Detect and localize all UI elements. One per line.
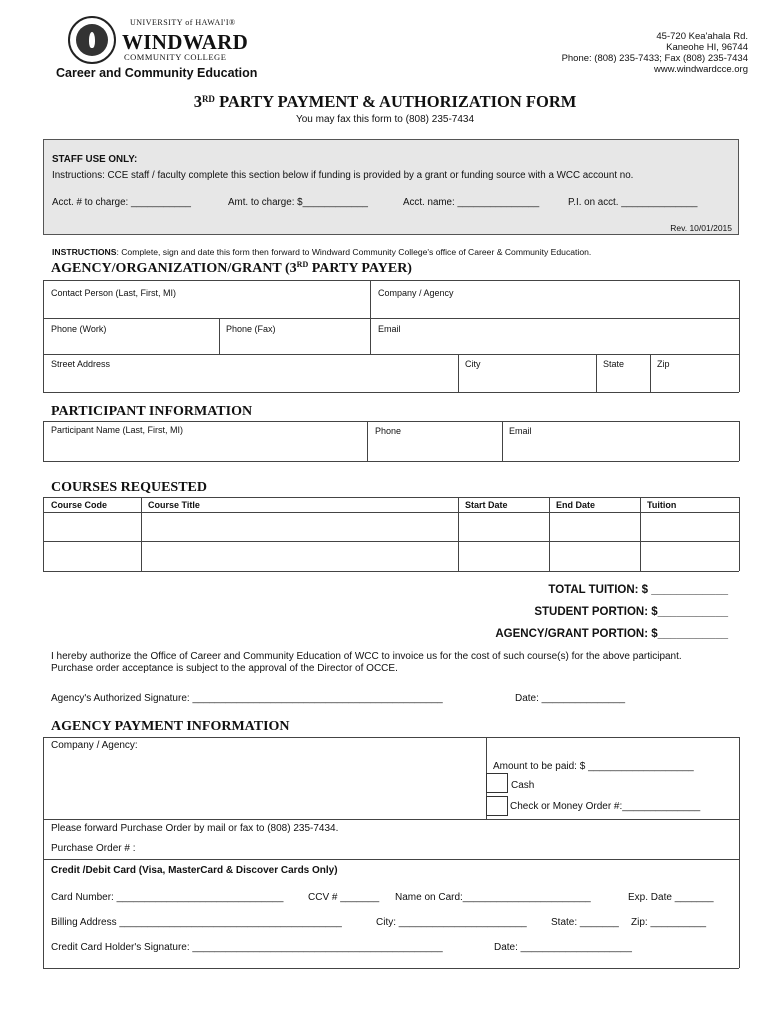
university-line: UNIVERSITY of HAWAI'I® [130,18,236,27]
card-heading: Credit /Debit Card (Visa, MasterCard & Discover Cards Only) [51,865,338,876]
courses-section-title: COURSES REQUESTED [51,480,207,495]
billing-state-field[interactable]: State: _______ [551,917,619,928]
agency-signature-field[interactable]: Agency's Authorized Signature: _____________________________________________ [51,693,443,704]
fax-note: You may fax this form to (808) 235-7434 [295,114,475,125]
amount-paid-field[interactable]: Amount to be paid: $ ___________________ [493,761,694,772]
staff-use-box [43,139,739,235]
agency-email-field[interactable]: Email [378,324,401,334]
card-holder-date-field[interactable]: Date: ____________________ [494,942,632,953]
participant-name-field[interactable]: Participant Name (Last, First, MI) [51,425,184,435]
instructions-body: : Complete, sign and date this form then forward to Windward Community College's office of Career & Community Education. [116,247,592,257]
col-end-date: End Date [556,500,596,510]
check-money-order-field[interactable]: Check or Money Order #:______________ [510,801,701,812]
agency-title-prefix: AGENCY/ORGANIZATION/GRANT (3 [51,261,297,276]
total-tuition-field[interactable]: TOTAL TUITION: $ ____________ [548,584,728,596]
department-name: Career and Community Education [56,66,258,80]
instructions-text [52,247,591,257]
title-prefix: 3 [193,92,202,111]
course-row[interactable] [44,513,738,541]
address-line: www.windwardcce.org [654,64,748,75]
authorization-text: I hereby authorize the Office of Career and Community Education of WCC to invoice us for the cost of such course(s) for the above participant. Purchase order acceptance is subject to the approval of the Director of OCCE. [51,651,682,674]
staff-instructions: Instructions: CCE staff / faculty complete this section below if funding is provided by a grant or funding source with a WCC account no. [52,170,634,181]
street-address-field[interactable]: Street Address [51,359,111,369]
college-subtitle: COMMUNITY COLLEGE [124,52,227,62]
revision-label: Rev. 10/01/2015 [670,223,732,233]
phone-work-field[interactable]: Phone (Work) [51,324,107,334]
billing-zip-field[interactable]: Zip: __________ [631,917,707,928]
payment-company-field[interactable]: Company / Agency: [51,740,138,751]
po-number-field[interactable]: Purchase Order # : [51,843,136,854]
exp-date-field[interactable]: Exp. Date _______ [628,892,714,903]
company-agency-field[interactable]: Company / Agency [378,288,454,298]
payment-section-title: AGENCY PAYMENT INFORMATION [51,719,290,734]
title-rest: PARTY PAYMENT & AUTHORIZATION FORM [214,92,577,111]
billing-address-field[interactable]: Billing Address ________________________________________ [51,917,342,928]
college-name: WINDWARD [122,30,249,54]
instructions-label: INSTRUCTIONS [52,247,117,257]
student-portion-field[interactable]: STUDENT PORTION: $___________ [534,606,728,618]
contact-person-field[interactable]: Contact Person (Last, First, MI) [51,288,177,298]
state-field[interactable]: State [603,359,625,369]
course-row[interactable] [44,542,738,571]
address-line: Kaneohe HI, 96744 [666,42,748,53]
participant-section-title: PARTICIPANT INFORMATION [51,404,253,419]
agency-title-sup: RD [296,260,309,269]
col-course-code: Course Code [51,500,108,510]
agency-title-suffix: PARTY PAYER) [308,261,412,276]
acct-number-field[interactable]: Acct. # to charge: ___________ [52,197,191,208]
col-course-title: Course Title [148,500,200,510]
phone-fax-field[interactable]: Phone (Fax) [226,324,276,334]
title-superscript: RD [201,94,215,104]
agency-portion-field[interactable]: AGENCY/GRANT PORTION: $___________ [495,628,728,640]
card-holder-signature-field[interactable]: Credit Card Holder's Signature: _____________________________________________ [51,942,443,953]
cash-checkbox[interactable] [486,773,508,793]
city-field[interactable]: City [465,359,481,369]
check-checkbox[interactable] [486,796,508,816]
college-seal-logo [68,16,116,64]
zip-field[interactable]: Zip [657,359,670,369]
billing-city-field[interactable]: City: _______________________ [376,917,527,928]
name-on-card-field[interactable]: Name on Card:_______________________ [395,892,591,903]
card-number-field[interactable]: Card Number: ______________________________ [51,892,284,903]
col-start-date: Start Date [465,500,508,510]
amount-field[interactable]: Amt. to charge: $____________ [228,197,368,208]
po-forward-text: Please forward Purchase Order by mail or fax to (808) 235-7434. [51,823,339,834]
address-line: 45-720 Kea'ahala Rd. [656,31,748,42]
cash-label: Cash [511,780,535,791]
address-line: Phone: (808) 235-7433; Fax (808) 235-7434 [561,53,748,64]
participant-phone-field[interactable]: Phone [375,426,402,436]
pi-field[interactable]: P.I. on acct. ______________ [568,197,698,208]
form-title [0,92,770,112]
acct-name-field[interactable]: Acct. name: _______________ [403,197,540,208]
ccv-field[interactable]: CCV # _______ [308,892,380,903]
agency-date-field[interactable]: Date: _______________ [515,693,626,704]
staff-heading: STAFF USE ONLY: [52,154,138,165]
participant-email-field[interactable]: Email [509,426,532,436]
col-tuition: Tuition [647,500,677,510]
agency-section-title [51,260,412,277]
